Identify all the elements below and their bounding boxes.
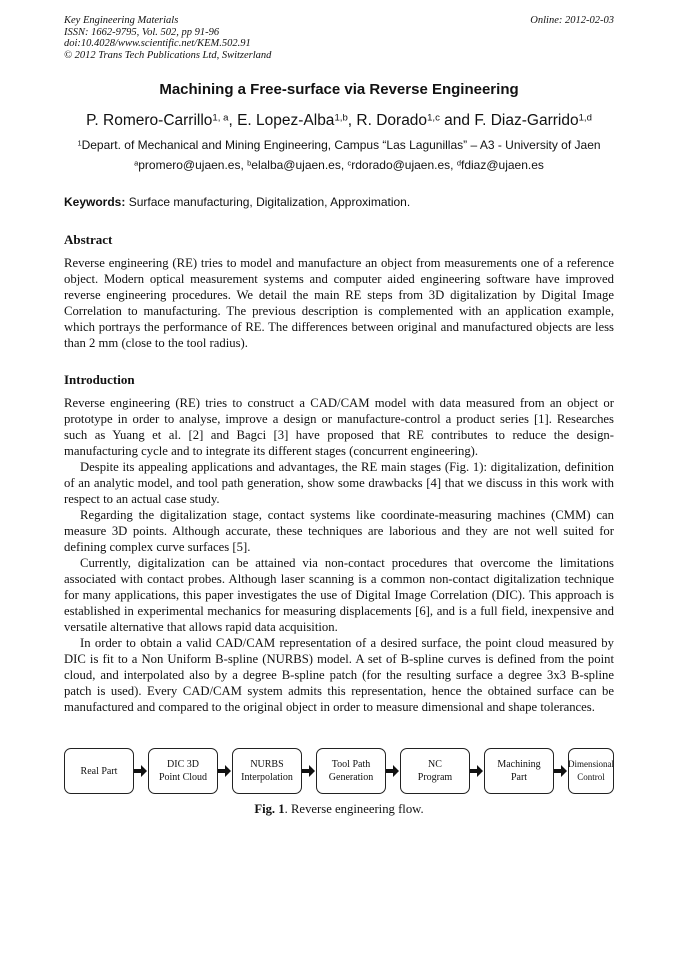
figure-caption-text: . Reverse engineering flow. <box>284 802 424 816</box>
flow-step-dimensional-control <box>568 748 614 794</box>
keywords-label: Keywords: <box>64 195 126 209</box>
paper-title: Machining a Free-surface via Reverse Engineering <box>159 81 519 98</box>
flow-arrow-icon <box>470 764 484 778</box>
email-address[interactable]: elalba@ujaen.es, <box>251 158 348 172</box>
author-affil-mark: 1,b <box>334 112 348 124</box>
keywords <box>64 195 616 209</box>
flow-step-label: Tool Path <box>331 759 371 770</box>
affiliation <box>0 138 678 152</box>
intro-paragraph-4: Currently, digitalization can be attained via non-contact procedures that overcome the limitations associated with contact probes. Although laser scanning is a common non-contact digitalization technique for many applications, this paper investigates the use of Digital Image Correlation (DIC). This approach is established in experimental mechanics for measuring displacements [6], and is a full field, inexpensive and versatile alternative that allows rapid data acquisition. <box>64 556 614 634</box>
intro-paragraph-5: In order to obtain a valid CAD/CAM representation of a desired surface, the point cloud measured by DIC is fit to a Non Uniform B-spline (NURBS) model. A set of B-spline curves is defined from the point cloud, and interpolated also by a degree B-spline patch (for the resulting surface a degree 3x3 B-spline patch is used). Every CAD/CAM system admits this representation, hence the obtained surface can be manufactured and compared to the original object in order to measure dimensional and shape tolerances. <box>64 636 614 714</box>
author-separator: , <box>347 112 357 129</box>
flow-step-label: Machining <box>497 759 541 770</box>
flow-step-nurbs-interpolation <box>232 748 302 794</box>
figure-caption-label: Fig. 1 <box>254 802 285 816</box>
email-mark: a <box>134 158 139 168</box>
flow-step-machining-part <box>484 748 554 794</box>
flow-step-dic-point-cloud <box>148 748 218 794</box>
email-address[interactable]: rdorado@ujaen.es, <box>351 158 457 172</box>
flow-arrow-icon <box>134 764 148 778</box>
journal-header <box>64 15 271 61</box>
figure-caption <box>0 802 678 817</box>
author-affil-mark: 1,c <box>427 112 440 124</box>
flow-step-label: Control <box>577 772 605 782</box>
copyright-line: © 2012 Trans Tech Publications Ltd, Switzerland <box>64 49 272 61</box>
author-name: P. Romero-Carrillo <box>86 112 213 129</box>
author-separator: and <box>439 112 475 129</box>
flow-step-label: Real Part <box>80 765 118 777</box>
email-address[interactable]: promero@ujaen.es, <box>138 158 248 172</box>
flow-step-label: NC <box>428 759 442 770</box>
flow-step-label: Point Cloud <box>158 772 208 783</box>
introduction-heading: Introduction <box>64 372 135 387</box>
flow-arrow-icon <box>554 764 568 778</box>
abstract-heading: Abstract <box>64 232 113 247</box>
journal-name: Key Engineering Materials <box>64 15 179 26</box>
flow-step-nc-program <box>400 748 470 794</box>
author-name: E. Lopez-Alba <box>237 112 335 129</box>
flow-step-real-part <box>64 748 134 794</box>
author-name: R. Dorado <box>356 112 428 129</box>
email-mark: d <box>456 158 461 168</box>
flow-arrow-icon <box>302 764 316 778</box>
email-mark: c <box>347 158 352 168</box>
reverse-engineering-flow-diagram <box>64 748 614 796</box>
author-affil-mark: 1,d <box>578 112 592 124</box>
flow-step-label: DIC 3D <box>167 759 199 770</box>
online-date: Online: 2012-02-03 <box>530 15 614 26</box>
flow-step-tool-path-generation <box>316 748 386 794</box>
flow-arrow-icon <box>218 764 232 778</box>
flow-step-label: Part <box>510 772 528 783</box>
flow-step-label: Dimensional <box>568 759 614 769</box>
flow-step-label: Generation <box>328 772 374 783</box>
affiliation-text: Depart. of Mechanical and Mining Engineering, Campus “Las Lagunillas” – A3 - University of Jaen <box>81 138 601 152</box>
email-mark: b <box>247 158 252 168</box>
intro-paragraph-1: Reverse engineering (RE) tries to construct a CAD/CAM model with data measured from an object or prototype in order to analyse, improve a design or manufacture-control a product series [1]. Researches such as Yuang et al. [2] and Bagci [3] have proposed that RE contributes to reduce the design-manufacturing cycle and to integrate its different stages (concurrent engineering). <box>64 396 614 458</box>
keywords-text: Surface manufacturing, Digitalization, Approximation. <box>125 195 411 209</box>
author-list <box>0 112 678 130</box>
author-name: F. Diaz-Garrido <box>474 112 579 129</box>
doi-line: doi:10.4028/www.scientific.net/KEM.502.91 <box>64 38 251 49</box>
flow-step-label: Program <box>417 772 453 783</box>
email-address[interactable]: fdiaz@ujaen.es <box>460 158 544 172</box>
author-separator: , <box>228 112 238 129</box>
affiliation-mark: 1 <box>77 138 82 148</box>
author-affil-mark: 1, a <box>212 112 229 124</box>
abstract-text: Reverse engineering (RE) tries to model and manufacture an object from measurements one of a reference object. Modern optical measurement systems and computer aided engineering software have improved reverse engineering procedures. We detail the main RE steps from 3D digitalization by Digital Image Correlation to manufacturing. The previous description is complemented with an application example, which portrays the performance of RE. The differences between original and manufactured objects are less than 2 mm (close to the tool radius). <box>64 256 614 350</box>
flow-arrow-icon <box>386 764 400 778</box>
intro-paragraph-3: Regarding the digitalization stage, contact systems like coordinate-measuring machines (CMM) can measure 3D points. Although accurate, these techniques are laborious and they are not well suited for defining complex curve surfaces [5]. <box>64 508 614 554</box>
flow-step-label: Interpolation <box>241 772 293 783</box>
issn-line: ISSN: 1662-9795, Vol. 502, pp 91-96 <box>64 26 220 38</box>
intro-paragraph-2: Despite its appealing applications and advantages, the RE main stages (Fig. 1): digitalization, definition of an analytic model, and tool path generation, show some drawbacks [4] that we discuss in this work with respect to an actual case study. <box>64 460 614 506</box>
flow-step-label: NURBS <box>250 759 284 770</box>
email-list <box>0 158 678 172</box>
